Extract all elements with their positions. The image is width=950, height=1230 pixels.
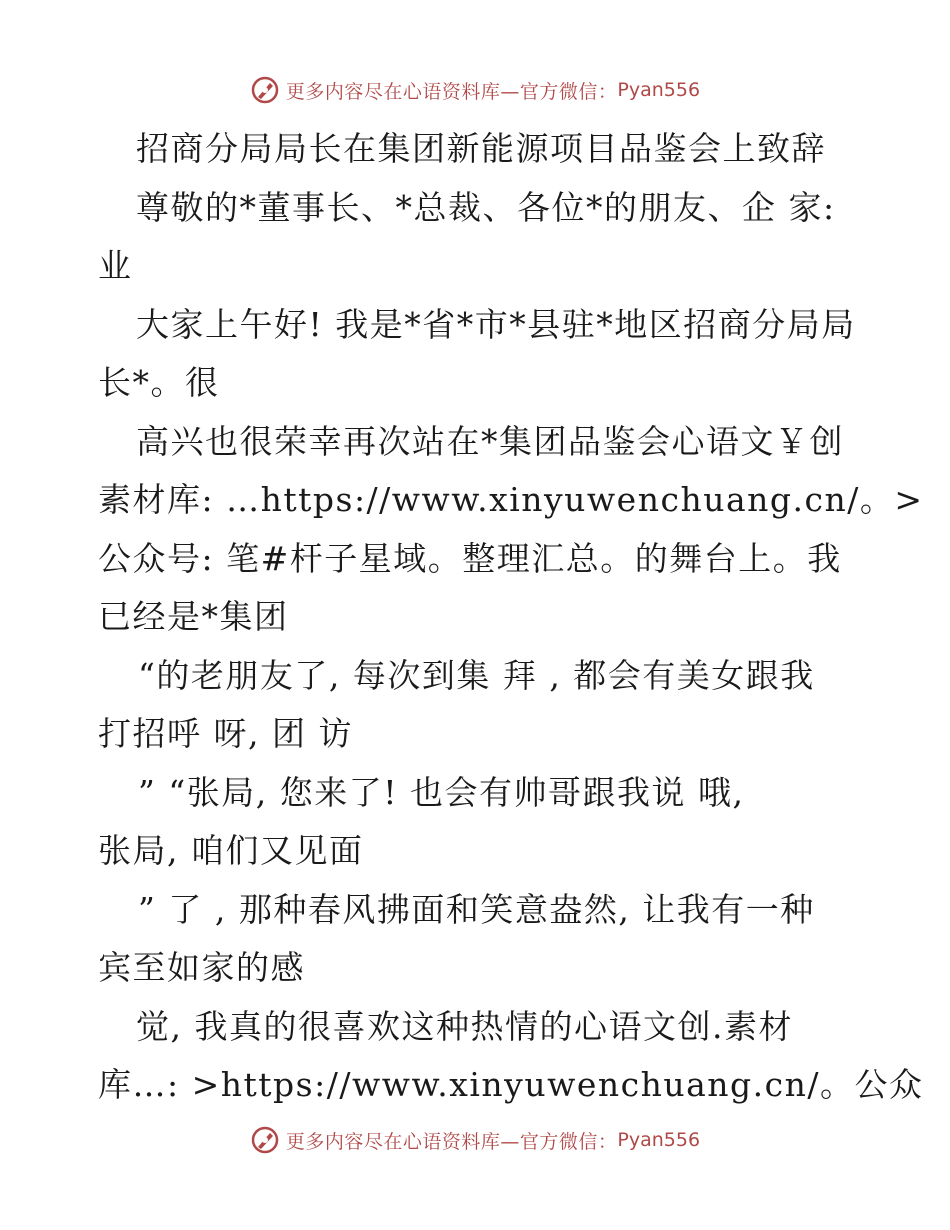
text-line: 公众号: 笔#杆子星域。整理汇总。的舞台上。我: [98, 538, 842, 578]
text-line: 已经是*集团: [98, 597, 289, 636]
header-watermark: [0, 70, 950, 110]
text-line: 张局, 咱们又见面: [98, 831, 364, 870]
quill-pen-circle-icon: [250, 75, 280, 105]
text-line: ” 了 , 那种春风拂面和笑意盎然, 让我有一种: [138, 889, 815, 929]
watermark-text: 更多内容尽在心语资料库—官方微信：: [285, 80, 618, 103]
text-line: 觉, 我真的很喜欢这种热情的心语文创.素材: [136, 1006, 793, 1046]
quill-pen-circle-icon: [250, 1125, 280, 1155]
watermark-wechat-id: Pyan556: [617, 1129, 701, 1151]
text-line: 业: [98, 246, 133, 285]
text-line: 长*。很: [98, 363, 220, 402]
document-title: 招商分局局长在集团新能源项目品鉴会上致辞: [136, 129, 826, 168]
text-line: 高兴也很荣幸再次站在*集团品鉴会心语文￥创: [136, 421, 844, 461]
text-line: 素材库: …https://www.xinyuwenchuang.cn/。>: [98, 480, 924, 519]
text-line: 库…: >https://www.xinyuwenchuang.cn/。公众: [98, 1065, 924, 1104]
text-line: “的老朋友了, 每次到集 拜 , 都会有美女跟我: [138, 655, 815, 695]
document-body: [98, 120, 924, 1115]
watermark-wechat-id: Pyan556: [617, 79, 701, 101]
text-line: 打招呼 呀, 团 访: [98, 714, 353, 753]
footer-watermark: [0, 1120, 950, 1160]
watermark-text: 更多内容尽在心语资料库—官方微信：: [285, 1130, 618, 1153]
text-line: 尊敬的*董事长、*总裁、各位*的朋友、企 家:: [136, 187, 836, 227]
text-line: 宾至如家的感: [98, 948, 305, 987]
text-line: 大家上午好! 我是*省*市*县驻*地区招商分局局: [136, 304, 856, 344]
text-line: ” “张局, 您来了! 也会有帅哥跟我说 哦,: [138, 772, 745, 812]
